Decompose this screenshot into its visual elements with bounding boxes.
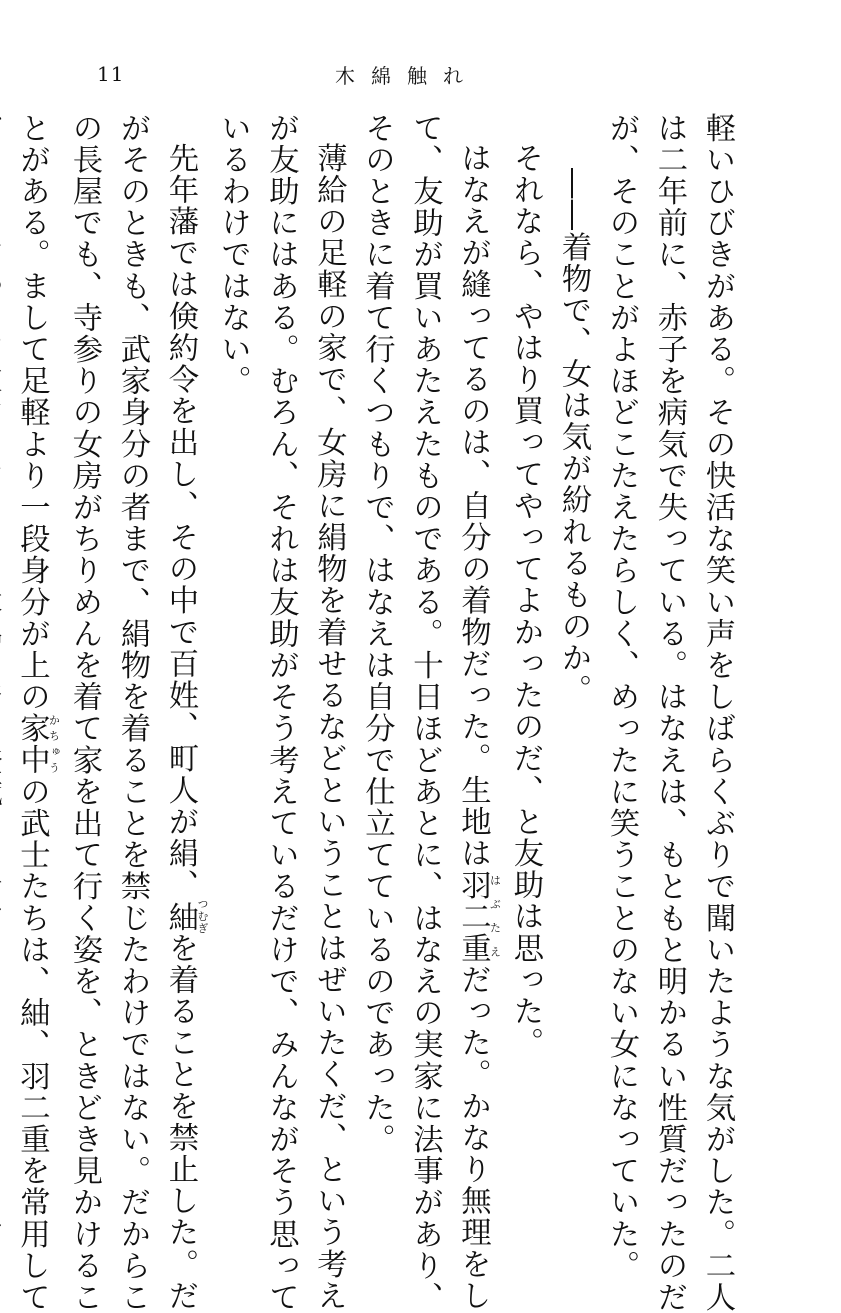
ruby-annotation: 羽二重はぶたえ <box>455 869 502 965</box>
ruby-reading: はぶたえ <box>488 869 502 965</box>
ruby-annotation: 紬つむぎ <box>163 898 209 935</box>
ruby-reading: つむぎ <box>196 898 209 935</box>
running-title: 木綿触れ <box>335 64 479 88</box>
ruby-annotation: 家中かちゅう <box>14 712 61 776</box>
page-number: 11 <box>97 62 125 86</box>
text-line: とがある。まして足軽より一段身分が上の家中かちゅうの武士たちは、紬、羽二重を常用して <box>14 112 61 1313</box>
text-line: は二年前に、赤子を病気で失っている。はなえは、もともと明かるい性質だったのだ <box>652 112 687 1313</box>
text-line: がそのときも、武家身分の者まで、絹物を着ることを禁じたわけではない。だからこ <box>115 112 150 1313</box>
text-line: はなえが縫ってるのは、自分の着物だった。生地は羽二重はぶたえだった。かなり無理をし <box>455 142 502 1312</box>
text-line: ――着物で、女は気が紛れるものか。 <box>556 168 591 706</box>
text-line <box>0 112 8 1112</box>
text-line: の長屋でも、寺参りの女房がちりめんを着て家を出て行く姿を、ときどき見かけるこ <box>67 112 102 1313</box>
text-line: が友助にはある。むろん、それは友助がそう考えているだけで、みんながそう思って <box>263 112 299 1313</box>
text-line: て、友助が買いあたえたものである。十日ほどあとに、はなえの実家に法事があり、 <box>407 112 443 1313</box>
text-line: 薄給の足軽の家で、女房に絹物を着せるなどということはぜいたくだ、という考え <box>311 142 347 1312</box>
text-line: が、そのことがよほどこたえたらしく、めったに笑うことのない女になっていた。 <box>604 112 639 1282</box>
body-text <box>0 112 741 1313</box>
ruby-reading: かちゅう <box>47 712 61 776</box>
text-line: 軽いひびきがある。その快活な笑い声をしばらくぶりで聞いたような気がした。二人 <box>700 112 735 1313</box>
text-line: 先年藩では倹約令を出し、その中で百姓、町人が絹、紬つむぎを着ることを禁止した。だ <box>163 142 209 1312</box>
text-line: それなら、やはり買ってやってよかったのだ、と友助は思った。 <box>508 142 543 1059</box>
text-line: いるわけではない。 <box>215 112 251 397</box>
text-line: そのときに着て行くつもりで、はなえは自分で仕立てているのであった。 <box>359 112 395 1155</box>
